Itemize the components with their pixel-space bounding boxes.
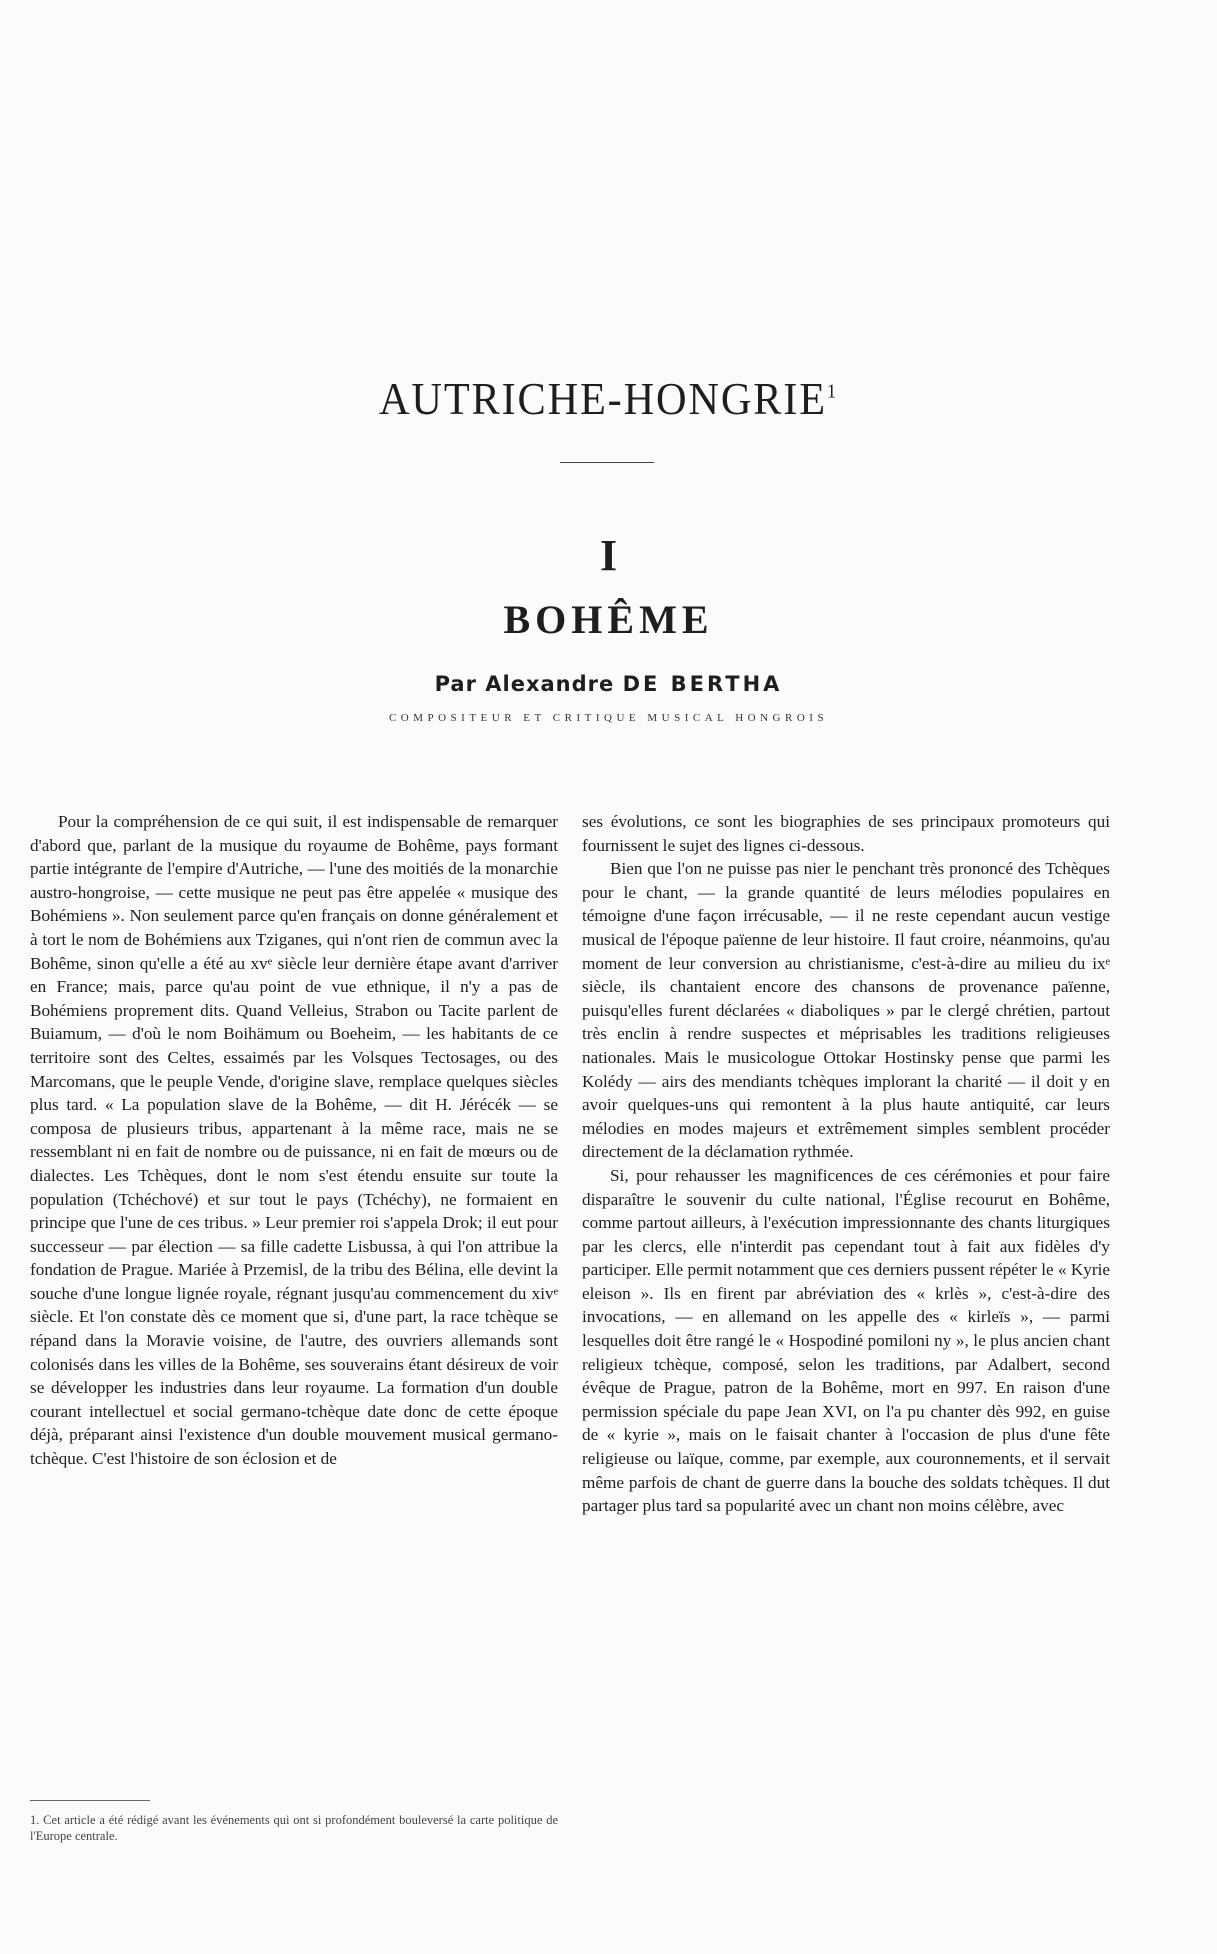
left-column [30,810,558,1471]
footnote: 1. Cet article a été rédigé avant les événements qui ont si profondément bouleversé la carte politique de l'Europe centrale. [30,1813,558,1843]
author-line [0,672,1217,696]
footnote-reference: 1 [826,380,838,403]
author-role: COMPOSITEUR ET CRITIQUE MUSICAL HONGROIS [388,712,829,724]
paragraph: Bien que l'on ne puisse pas nier le penchant très prononcé des Tchèques pour le chant, — la grande quantité de leurs mélodies populaires en témoigne d'une façon irrécusable, — il ne reste cependant aucun vestige musical de l'époque païenne de leur histoire. Il faut croire, néanmoins, qu'au moment de leur conversion au christianisme, c'est-à-dire au milieu du ixᵉ siècle, ils chantaient encore des chansons de provenance païenne, puisqu'elles furent déclarées « diaboliques » par le clergé chrétien, partout très enclin à rendre suspectes et méprisables les traditions religieuses nationales. Mais le musicologue Ottokar Hostinsky pense que parmi les Kolédy — airs des mendiants tchèques implorant la charité — il doit y en avoir quelques-uns qui remontent à la plus haute antiquité, car leurs mélodies en modes majeurs et extrêmement simples semblent procéder directement de la déclamation rythmée. [582,859,1110,1162]
right-column [582,810,1110,1518]
title-divider [560,462,654,463]
paragraph: Pour la compréhension de ce qui suit, il est indispensable de remarquer d'abord que, parlant de la musique du royaume de Bohême, pays formant partie intégrante de l'empire d'Autriche, — l'une des moitiés de la monarchie austro-hongroise, — cette musique ne peut pas être appelée « musique des Bohémiens ». Non seulement parce qu'en français on donne généralement et à tort le nom de Bohémiens aux Tziganes, qui n'ont rien de commun avec la Bohême, sinon qu'elle a été au xvᵉ siècle leur dernière étape avant d'arriver en France; mais, parce qu'au point de vue ethnique, il n'y a pas de Bohémiens proprement dits. Quand Velleius, Strabon ou Tacite parlent de Buiamum, — d'où le nom Boihämum ou Boeheim, — les habitants de ce territoire sont des Celtes, essaimés par les Volsques Tectosages, ou des Marcomans, que le peuple Vende, d'origine slave, remplace quelques siècles plus tard. « La population slave de la Bohême, — dit H. Jérécék — se composa de plusieurs tribus, appartenant à la même race, mais ne se ressemblant ni en fait de nombre ou de puissance, ni en fait de mœurs ou de dialectes. Les Tchèques, dont le nom s'est étendu ensuite sur toute la population (Tchéchové) et sur tout le pays (Tchéchy), ne formaient en principe que l'une de ces tribus. » Leur premier roi s'appela Drok; il eut pour successeur — par élection — sa fille cadette Lisbussa, à qui l'on attribue la fondation de Prague. Mariée à Przemisl, de la tribu des Bélina, elle devint la souche d'une longue lignée royale, régnant jusqu'au commencement du xivᵉ siècle. Et l'on constate dès ce moment que si, d'une part, la race tchèque se répand dans la Moravie voisine, de l'autre, des ouvriers allemands sont colonisés dans les villes de la Bohême, ses souverains étant désireux de voir se développer les industries dans leur royaume. La formation d'un double courant intellectuel et social germano-tchèque date donc de cette époque déjà, préparant ainsi l'existence d'un double mouvement musical germano-tchèque. C'est l'histoire de son éclosion et de [30,812,558,1469]
chapter-title-text: AUTRICHE-HONGRIE [379,373,827,424]
chapter-title [49,372,1169,425]
author-prefix: Par Alexandre [434,672,615,696]
author-surname: DE BERTHA [622,672,783,696]
section-title: BOHÊME [503,597,714,642]
section-numeral: I [599,531,618,580]
footnote-divider [30,1800,150,1801]
paragraph: ses évolutions, ce sont les biographies de ses principaux promoteurs qui fournissent le sujet des lignes ci-dessous. [582,812,1110,855]
paragraph: Si, pour rehausser les magnificences de ces cérémonies et pour faire disparaître le souvenir du culte national, l'Église recourut en Bohême, comme partout ailleurs, à l'exécution impressionnante des chants liturgiques par les clercs, elle n'interdit pas cependant tout à fait aux fidèles d'y participer. Elle permit notamment que ces derniers pussent répéter le « Kyrie eleison ». Ils en firent par abréviation des « krlès », c'est-à-dire des invocations, — en allemand on les appelle des « kirleïs », — parmi lesquelles doit être rangé le « Hospodiné pomiloni ny », le plus ancien chant religieux tchèque, composé, selon les traditions, par Adalbert, second évêque de Prague, patron de la Bohême, mort en 997. En raison d'une permission spéciale du pape Jean XVI, on l'a pu chanter dès 992, en guise de « kyrie », mais on le faisait chanter à l'occasion de plus d'une fête religieuse ou laïque, comme, par exemple, aux couronnements, et il servait même parfois de chant de guerre dans la bouche des soldats tchèques. Il dut partager plus tard sa popularité avec un chant non moins célèbre, avec [582,1165,1110,1516]
